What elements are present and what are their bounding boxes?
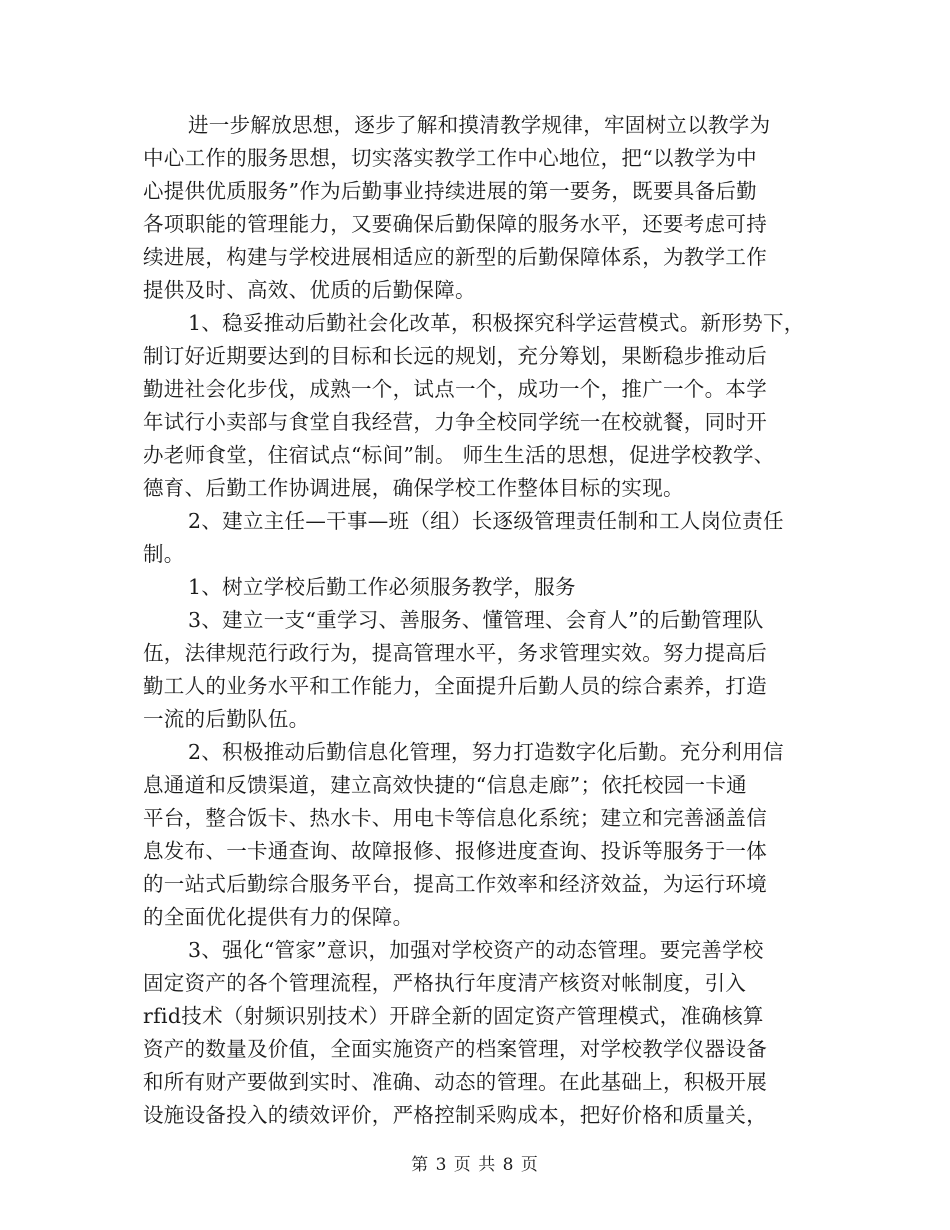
paragraph-line: 各项职能的管理能力，又要确保后勤保障的服务水平，还要考虑可持 xyxy=(143,212,767,236)
paragraph-line: 3、强化“管家”意识，加强对学校资产的动态管理。要完善学校 xyxy=(188,938,764,962)
paragraph-line: 心提供优质服务”作为后勤事业持续进展的第一要务，既要具备后勤 xyxy=(143,179,757,203)
paragraph-line: 设施设备投入的绩效评价，严格控制采购成本，把好价格和质量关， xyxy=(143,1103,767,1127)
paragraph-line: 的全面优化提供有力的保障。 xyxy=(143,905,414,929)
paragraph-line: 制。 xyxy=(143,542,185,566)
paragraph-line: 勤进社会化步伐，成熟一个，试点一个，成功一个，推广一个。本学 xyxy=(143,377,767,401)
paragraph-line: 制订好近期要达到的目标和长远的规划，充分筹划，果断稳步推动后 xyxy=(143,344,767,368)
paragraph-line: 进一步解放思想，逐步了解和摸清教学规律，牢固树立以教学为 xyxy=(188,113,771,137)
paragraph-line: 息通道和反馈渠道，建立高效快捷的“信息走廊”；依托校园一卡通 xyxy=(143,773,747,797)
paragraph-line: 3、建立一支“重学习、善服务、懂管理、会育人”的后勤管理队 xyxy=(188,608,764,632)
paragraph-line: 和所有财产要做到实时、准确、动态的管理。在此基础上，积极开展 xyxy=(143,1070,767,1094)
paragraph-line: 固定资产的各个管理流程，严格执行年度清产核资对帐制度，引入 xyxy=(143,971,747,995)
paragraph-line: 德育、后勤工作协调进展，确保学校工作整体目标的实现。 xyxy=(143,476,684,500)
paragraph-line: 2、建立主任—干事—班（组）长逐级管理责任制和工人岗位责任 xyxy=(188,509,784,533)
paragraph-line: 提供及时、高效、优质的后勤保障。 xyxy=(143,278,476,302)
paragraph-line: 年试行小卖部与食堂自我经营，力争全校同学统一在校就餐，同时开 xyxy=(143,410,767,434)
paragraph-line: 中心工作的服务思想，切实落实教学工作中心地位，把“以教学为中 xyxy=(143,146,757,170)
page-number-footer: 第 3 页 共 8 页 xyxy=(411,1155,539,1175)
paragraph-line: 平台，整合饭卡、热水卡、用电卡等信息化系统；建立和完善涵盖信 xyxy=(143,806,767,830)
paragraph-line: 1、树立学校后勤工作必须服务教学，服务 xyxy=(188,575,576,599)
paragraph-line: rfid技术（射频识别技术）开辟全新的固定资产管理模式，准确核算 xyxy=(143,1004,764,1028)
paragraph-line: 2、积极推动后勤信息化管理，努力打造数字化后勤。充分利用信 xyxy=(188,740,784,764)
paragraph-line: 息发布、一卡通查询、故障报修、报修进度查询、投诉等服务于一体 xyxy=(143,839,767,863)
paragraph-line: 的一站式后勤综合服务平台，提高工作效率和经济效益，为运行环境 xyxy=(143,872,767,896)
paragraph-line: 伍，法律规范行政行为，提高管理水平，务求管理实效。努力提高后 xyxy=(143,641,767,665)
paragraph-line: 1、稳妥推动后勤社会化改革，积极探究科学运营模式。新形势下， xyxy=(188,311,805,335)
paragraph-line: 勤工人的业务水平和工作能力，全面提升后勤人员的综合素养，打造 xyxy=(143,674,767,698)
paragraph-line: 办老师食堂，住宿试点“标间”制。 师生生活的思想，促进学校教学、 xyxy=(143,443,775,467)
paragraph-line: 资产的数量及价值，全面实施资产的档案管理，对学校教学仪器设备 xyxy=(143,1037,767,1061)
paragraph-line: 一流的后勤队伍。 xyxy=(143,707,310,731)
paragraph-line: 续进展，构建与学校进展相适应的新型的后勤保障体系，为教学工作 xyxy=(143,245,767,269)
